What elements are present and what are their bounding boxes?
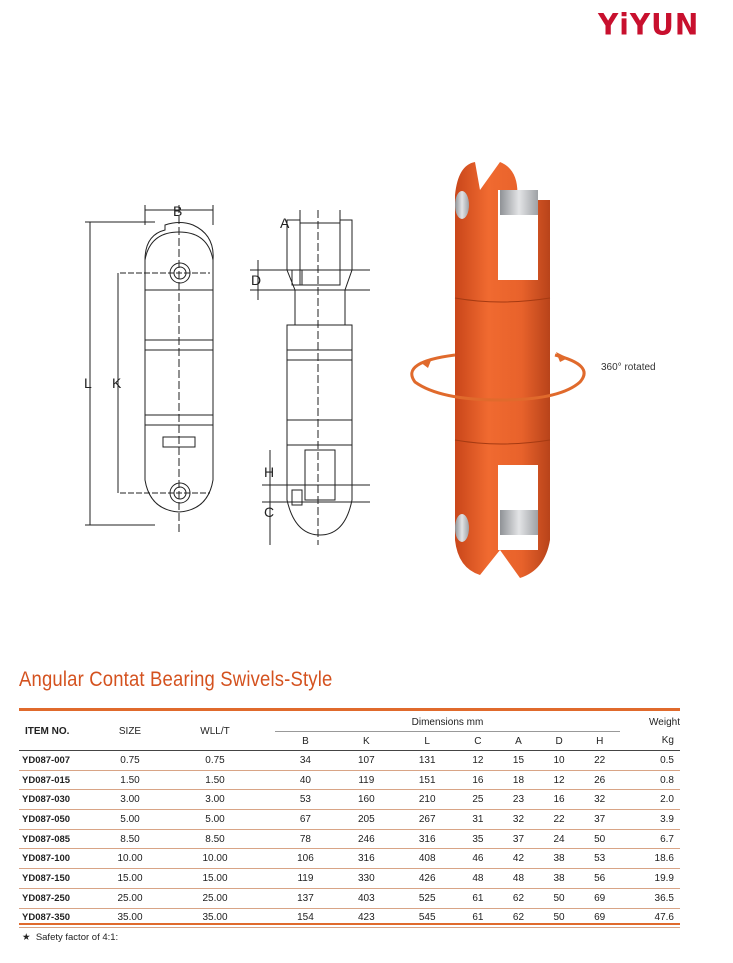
table-cell: 15.00: [117, 872, 143, 884]
item-number-cell: YD087-250: [22, 892, 71, 904]
table-cell: 151: [418, 774, 436, 786]
table-cell: 3.00: [120, 794, 140, 806]
table-cell: 316: [418, 833, 436, 845]
table-cell: 545: [418, 912, 436, 924]
table-cell: 67: [299, 813, 311, 825]
table-cell: 53: [299, 794, 311, 806]
table-cell: 210: [418, 794, 436, 806]
header-dim: H: [596, 735, 604, 747]
table-cell: 25: [472, 794, 484, 806]
table-cell: 62: [512, 892, 525, 904]
table-cell: 46: [472, 853, 484, 865]
table-cell: 69: [594, 892, 606, 904]
table-cell: 426: [418, 872, 436, 884]
table-row: [19, 869, 680, 889]
table-cell: 8.50: [120, 833, 140, 845]
rotation-label: 360° rotated: [601, 362, 656, 373]
table-cell: 0.8: [660, 774, 674, 786]
table-cell: 18: [512, 774, 525, 786]
table-cell: 160: [357, 794, 375, 806]
table-cell: 131: [418, 754, 436, 766]
table-cell: 137: [297, 892, 314, 904]
item-number-cell: YD087-050: [22, 813, 71, 825]
table-cell: 53: [594, 853, 606, 865]
dim-label-K: K: [112, 375, 122, 391]
header-dim: A: [515, 735, 522, 747]
table-cell: 2.0: [660, 794, 674, 806]
side-view-outline: [287, 220, 352, 325]
table-cell: 25.00: [202, 892, 228, 904]
table-cell: 42: [512, 853, 525, 865]
item-number-cell: YD087-150: [22, 872, 71, 884]
table-cell: 62: [512, 912, 525, 924]
table-cell: 408: [418, 853, 436, 865]
table-cell: 12: [472, 754, 484, 766]
table-cell: 38: [553, 853, 565, 865]
table-cell: 525: [418, 892, 436, 904]
table-cell: 35.00: [117, 912, 143, 924]
table-cell: 22: [594, 754, 606, 766]
footnote-text: Safety factor of 4:1:: [35, 932, 119, 943]
header-dim: L: [424, 735, 430, 747]
header-dim: D: [555, 735, 563, 747]
table-cell: 15.00: [202, 872, 228, 884]
table-top-rule: [19, 708, 680, 711]
table-cell: 12: [553, 774, 565, 786]
table-row: [19, 770, 680, 790]
table-cell: 32: [594, 794, 606, 806]
table-cell: 10: [553, 754, 565, 766]
table-cell: 37: [594, 813, 606, 825]
table-cell: 32: [512, 813, 525, 825]
header-dim: B: [302, 735, 309, 747]
table-cell: 10.00: [117, 853, 143, 865]
product-render: [400, 150, 733, 590]
table-cell: 154: [297, 912, 314, 924]
dim-label-A: A: [280, 215, 290, 231]
table-cell: 61: [472, 892, 484, 904]
table-cell: 40: [299, 774, 311, 786]
table-cell: 5.00: [205, 813, 225, 825]
footnote: [22, 932, 118, 943]
table-cell: 3.9: [660, 813, 674, 825]
item-number-cell: YD087-100: [22, 853, 71, 865]
header-item: ITEM NO.: [25, 726, 70, 737]
table-cell: 10.00: [202, 853, 228, 865]
dim-label-C: C: [264, 504, 275, 520]
item-number-cell: YD087-350: [22, 912, 71, 924]
header-dim: K: [362, 735, 370, 747]
table-cell: 16: [472, 774, 484, 786]
table-cell: 3.00: [205, 794, 225, 806]
table-cell: 24: [553, 833, 565, 845]
table-cell: 19.9: [654, 872, 674, 884]
table-cell: 246: [357, 833, 375, 845]
table-cell: 26: [594, 774, 606, 786]
table-cell: 16: [553, 794, 565, 806]
table-row: [19, 888, 680, 908]
brand-logo: YiYUN: [598, 7, 700, 42]
technical-drawing: [0, 150, 390, 560]
header-weight-unit: Kg: [661, 735, 674, 747]
table-cell: 15: [512, 754, 525, 766]
table-cell: 38: [553, 872, 565, 884]
table-cell: 8.50: [205, 833, 225, 845]
table-cell: 69: [594, 912, 606, 924]
header-weight: Weight: [649, 716, 680, 728]
bottom-slot: [498, 465, 538, 550]
table-cell: 37: [512, 833, 525, 845]
table-cell: 1.50: [205, 774, 225, 786]
table-cell: 18.6: [654, 853, 674, 865]
table-cell: 119: [297, 872, 314, 884]
table-cell: 34: [299, 754, 311, 766]
dim-label-H: H: [264, 464, 275, 480]
table-cell: 0.75: [205, 754, 225, 766]
table-cell: 119: [358, 774, 375, 786]
table-cell: 48: [472, 872, 484, 884]
star-icon: ★: [22, 932, 31, 943]
table-row: [19, 751, 680, 771]
table-cell: 330: [357, 872, 375, 884]
table-cell: 35.00: [202, 912, 228, 924]
header-dim: C: [474, 735, 482, 747]
table-cell: 106: [297, 853, 314, 865]
table-cell: 50: [594, 833, 606, 845]
table-bottom-rule: [19, 923, 680, 925]
table-cell: 23: [512, 794, 525, 806]
item-number-cell: YD087-085: [22, 833, 71, 845]
side-view-body: [287, 325, 352, 445]
table-row: [19, 829, 680, 849]
table-cell: 0.5: [660, 754, 674, 766]
table-cell: 31: [472, 813, 484, 825]
table-row: [19, 810, 680, 830]
table-cell: 50: [553, 912, 565, 924]
table-cell: 316: [357, 853, 375, 865]
spec-table: [19, 713, 680, 928]
table-cell: 205: [357, 813, 375, 825]
table-cell: 107: [357, 754, 375, 766]
item-number-cell: YD087-015: [22, 774, 71, 786]
table-cell: 25.00: [117, 892, 143, 904]
table-cell: 1.50: [120, 774, 140, 786]
table-cell: 5.00: [120, 813, 140, 825]
table-row: [19, 849, 680, 869]
table-row: [19, 790, 680, 810]
top-pin: [500, 190, 538, 215]
table-cell: 78: [299, 833, 311, 845]
dim-label-L: L: [84, 375, 92, 391]
table-cell: 56: [594, 872, 606, 884]
bottom-pin: [500, 510, 538, 535]
table-cell: 61: [472, 912, 484, 924]
header-wll: WLL/T: [200, 726, 230, 737]
table-cell: 6.7: [660, 833, 674, 845]
item-number-cell: YD087-030: [22, 794, 71, 806]
table-cell: 0.75: [120, 754, 140, 766]
table-cell: 36.5: [654, 892, 674, 904]
table-cell: 423: [357, 912, 375, 924]
table-cell: 22: [553, 813, 565, 825]
section-title: Angular Contat Bearing Swivels-Style: [19, 668, 333, 691]
dim-label-D: D: [251, 272, 262, 288]
dim-label-B: B: [173, 203, 183, 219]
header-dimensions: Dimensions mm: [275, 713, 620, 732]
table-cell: 267: [418, 813, 436, 825]
table-cell: 48: [512, 872, 525, 884]
table-cell: 50: [553, 892, 565, 904]
item-number-cell: YD087-007: [22, 754, 71, 766]
table-cell: 403: [357, 892, 375, 904]
header-size: SIZE: [118, 726, 142, 737]
table-cell: 47.6: [654, 912, 674, 924]
table-cell: 35: [472, 833, 484, 845]
